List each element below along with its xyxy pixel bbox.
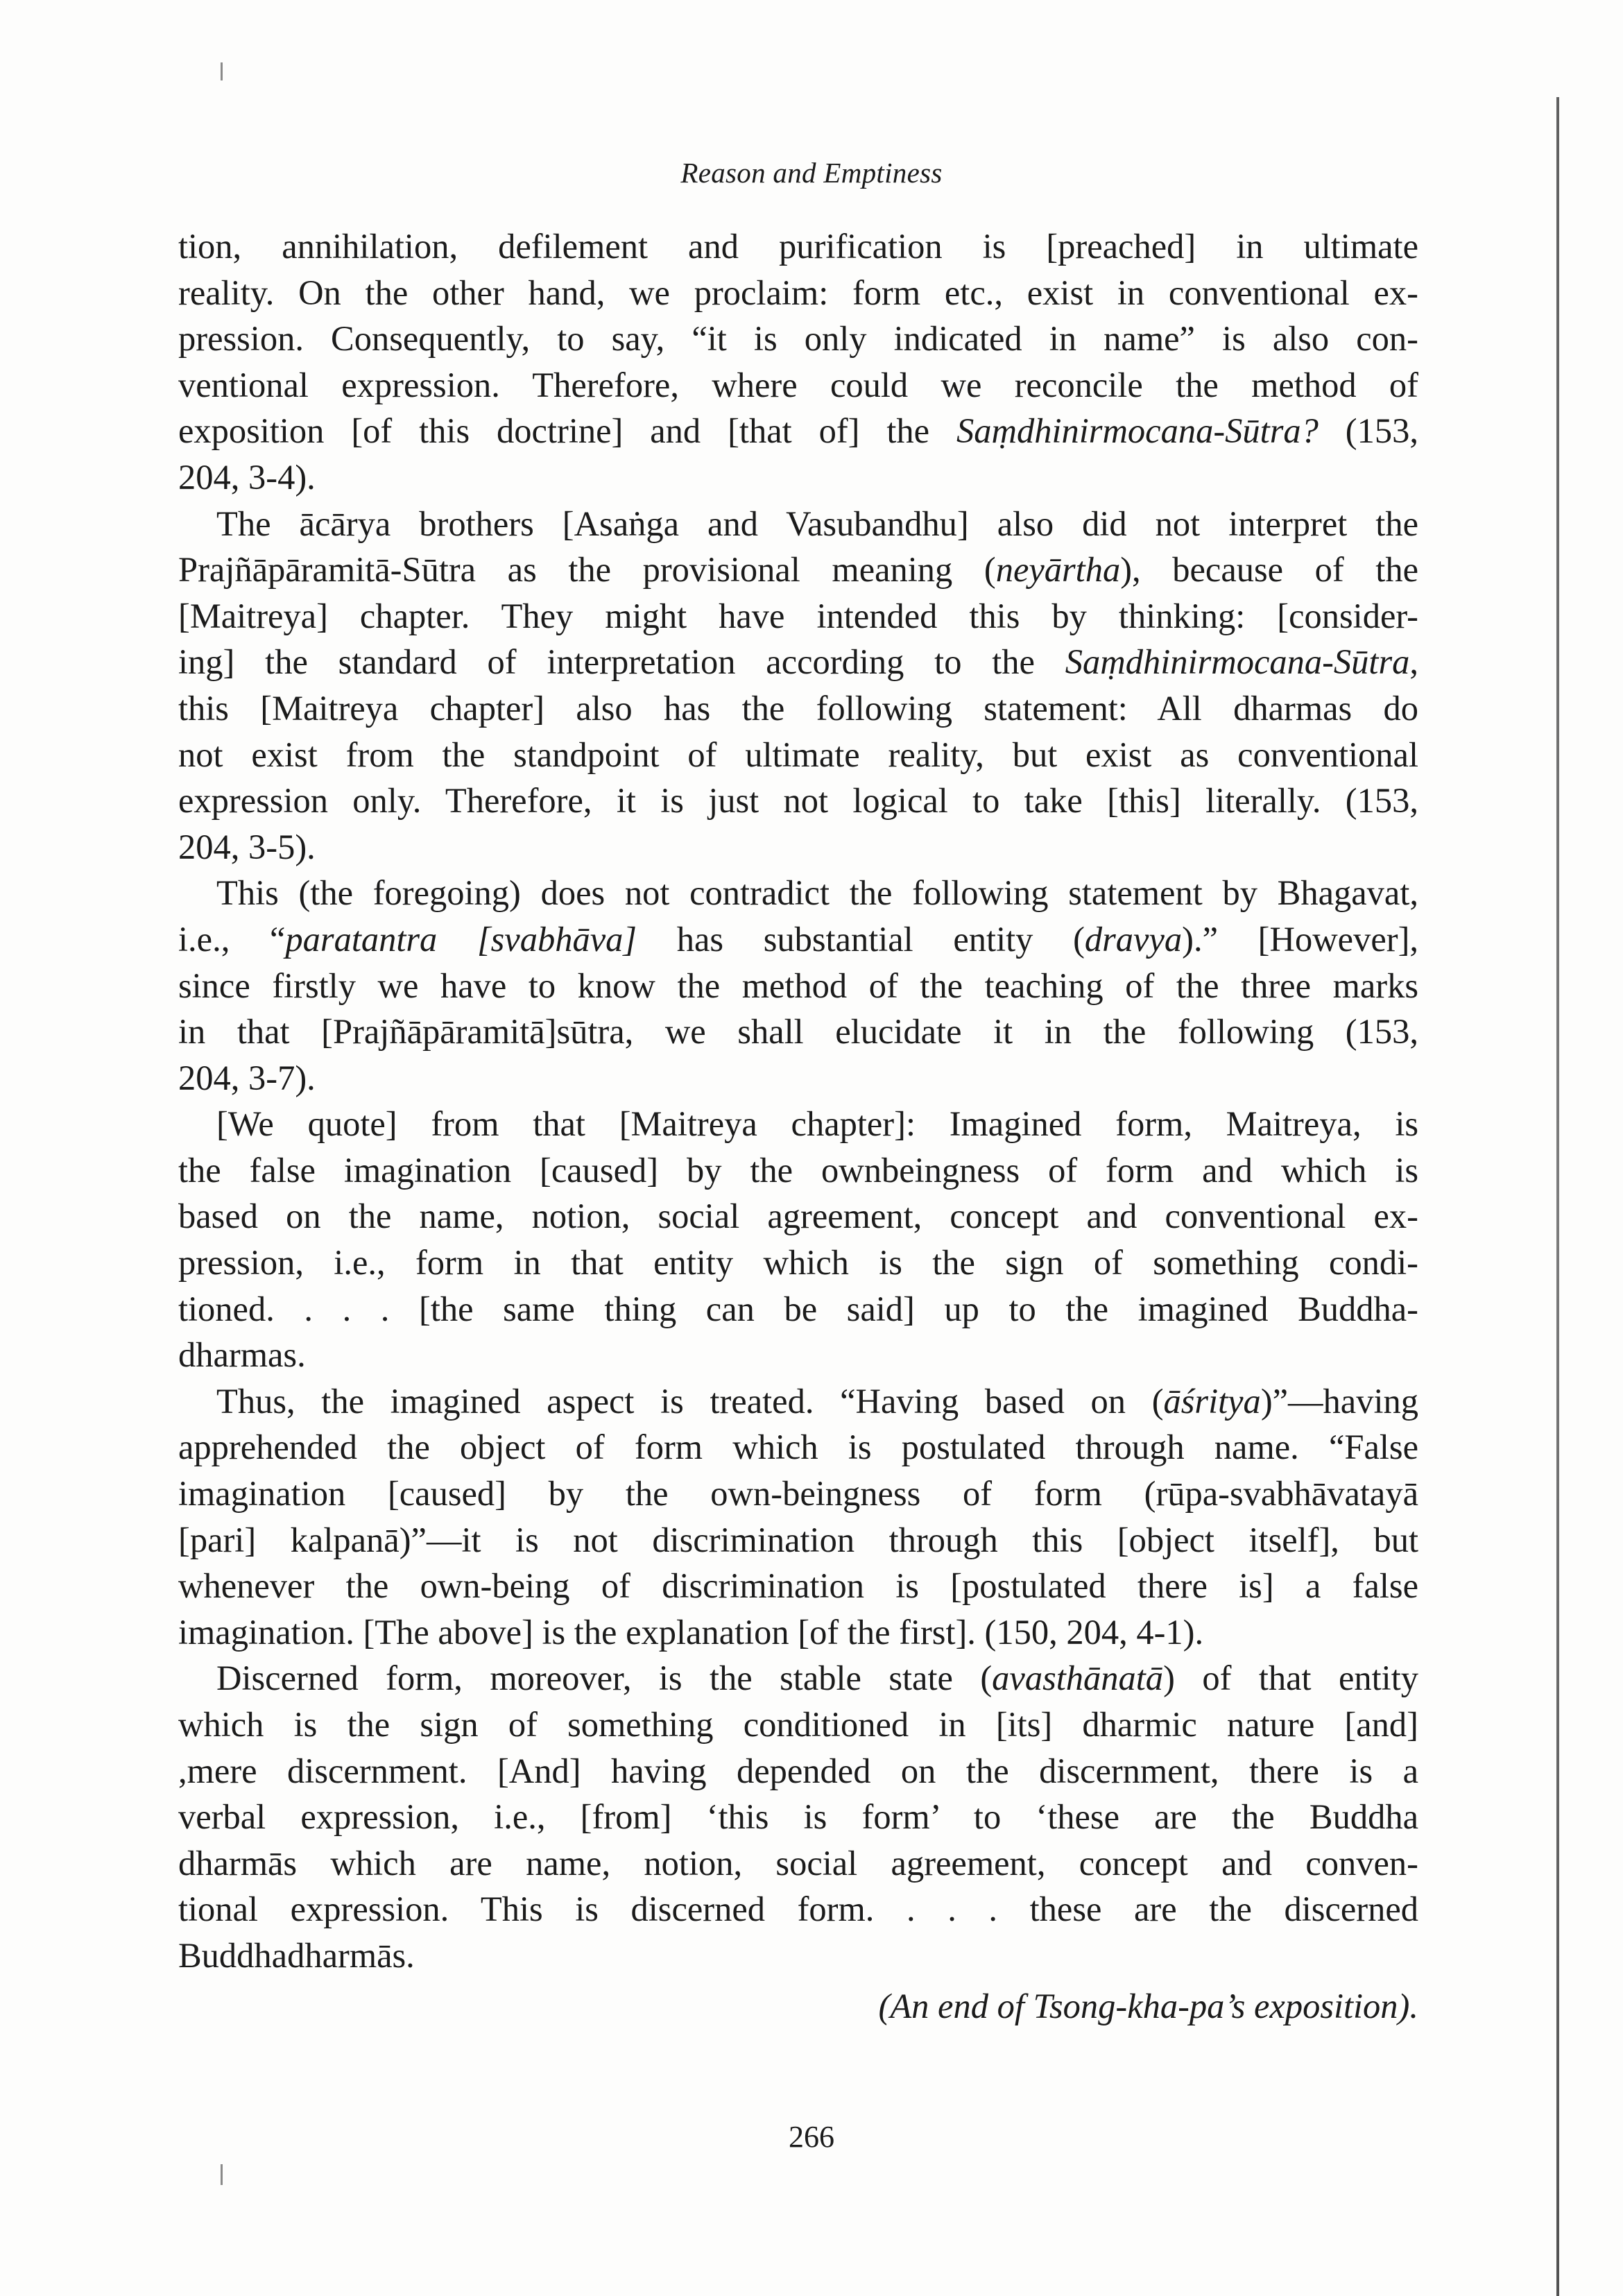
text-line: [pari] kalpanā)”—it is not discrimination through this [object itself], but xyxy=(178,1520,1418,1559)
text-segment: Thus, the imagined aspect is treated. “Having based on ( xyxy=(216,1381,1164,1421)
text-segment: , xyxy=(1409,642,1418,682)
italic-term: neyārtha xyxy=(995,550,1121,590)
text-line: which is the sign of something conditioned in [its] dharmic nature [and] xyxy=(178,1705,1418,1744)
text-segment: Prajñāpāramitā-Sūtra as the provisional meaning ( xyxy=(178,550,996,590)
text-line: the false imagination [caused] by the ownbeingness of form and which is xyxy=(178,1150,1418,1190)
text-line: pression. Consequently, to say, “it is only indicated in name” is also con- xyxy=(178,319,1418,359)
text-line: Buddhadharmās. xyxy=(178,1935,415,1975)
italic-term: avasthānatā xyxy=(992,1659,1164,1698)
text-line xyxy=(178,639,1418,685)
text-line: This (the foregoing) does not contradict the following statement by Bhagavat, xyxy=(216,873,1418,913)
text-line: dharmās which are name, notion, social agreement, concept and conven- xyxy=(178,1843,1418,1883)
text-segment: has substantial entity ( xyxy=(637,919,1085,959)
text-line: whenever the own-being of discrimination is [postulated there is] a false xyxy=(178,1566,1418,1606)
text-line: this [Maitreya chapter] also has the following statement: All dharmas do xyxy=(178,688,1418,728)
text-line: tional expression. This is discerned form. . . . these are the discerned xyxy=(178,1890,1418,1929)
text-segment: ), because of the xyxy=(1120,550,1418,590)
text-segment: ) of that entity xyxy=(1163,1659,1418,1698)
running-head: Reason and Emptiness xyxy=(680,157,943,189)
text-line xyxy=(178,547,1418,593)
text-line: in that [Prajñāpāramitā]sūtra, we shall elucidate it in the following (153, xyxy=(178,1012,1418,1052)
closing-attribution: (An end of Tsong-kha-pa’s exposition). xyxy=(878,1986,1418,2025)
text-segment: (153, xyxy=(1318,411,1418,451)
text-line: tion, annihilation, defilement and purification is [preached] in ultimate xyxy=(178,227,1418,266)
scan-mark xyxy=(221,2164,223,2185)
text-segment: )”—having xyxy=(1260,1381,1418,1421)
text-line: based on the name, notion, social agreement, concept and conventional ex- xyxy=(178,1197,1418,1236)
italic-term: paratantra [svabhāva] xyxy=(285,919,637,959)
text-line: pression, i.e., form in that entity which is the sign of something condi- xyxy=(178,1243,1418,1283)
text-line: apprehended the object of form which is postulated through name. “False xyxy=(178,1428,1418,1467)
text-line: not exist from the standpoint of ultimate reality, but exist as conventional xyxy=(178,735,1418,774)
text-line: ventional expression. Therefore, where could we reconcile the method of xyxy=(178,365,1418,404)
body-text xyxy=(178,223,1418,2029)
text-line xyxy=(178,1378,1418,1425)
italic-term: dravya xyxy=(1084,919,1183,959)
text-line: imagination [caused] by the own-beingness of form (rūpa-svabhāvatayā xyxy=(178,1474,1418,1514)
text-line: ,mere discernment. [And] having depended on the discernment, there is a xyxy=(178,1751,1418,1790)
text-segment: ing] the standard of interpretation according to the xyxy=(178,642,1065,682)
text-line: dharmas. xyxy=(178,1335,306,1375)
text-line: The ācārya brothers [Asaṅga and Vasubandhu] also did not interpret the xyxy=(216,504,1418,543)
text-segment: Discerned form, moreover, is the stable state ( xyxy=(216,1659,993,1698)
text-line xyxy=(178,408,1418,454)
text-line: tioned. . . . [the same thing can be said] up to the imagined Buddha- xyxy=(178,1289,1418,1328)
text-line: 204, 3-7). xyxy=(178,1058,316,1097)
text-line xyxy=(178,1655,1418,1702)
text-line: [Maitreya] chapter. They might have intended this by thinking: [consider- xyxy=(178,596,1418,635)
text-line: 204, 3-4). xyxy=(178,457,316,497)
text-line: verbal expression, i.e., [from] ‘this is form’ to ‘these are the Buddha xyxy=(178,1797,1418,1837)
text-line: reality. On the other hand, we proclaim: form etc., exist in conventional ex- xyxy=(178,273,1418,312)
scan-mark xyxy=(221,62,223,80)
text-line xyxy=(178,916,1418,963)
text-segment: exposition [of this doctrine] and [that of] the xyxy=(178,411,957,451)
text-line: 204, 3-5). xyxy=(178,827,316,866)
text-segment: i.e., “ xyxy=(178,919,286,959)
italic-term: āśritya xyxy=(1163,1381,1261,1421)
italic-term: Saṃdhinirmocana-Sūtra? xyxy=(956,411,1319,451)
text-line: [We quote] from that [Maitreya chapter]: Imagined form, Maitreya, is xyxy=(216,1104,1418,1144)
page-number: 266 xyxy=(789,2120,834,2154)
scan-edge-line xyxy=(1556,97,1559,2296)
text-line: expression only. Therefore, it is just not logical to take [this] literally. (153, xyxy=(178,781,1418,821)
italic-term: Saṃdhinirmocana-Sūtra xyxy=(1065,642,1410,682)
text-line: imagination. [The above] is the explanation [of the first]. (150, 204, 4-1). xyxy=(178,1612,1204,1652)
text-line: since firstly we have to know the method of the teaching of the three marks xyxy=(178,966,1418,1005)
text-segment: ).” [However], xyxy=(1182,919,1418,959)
